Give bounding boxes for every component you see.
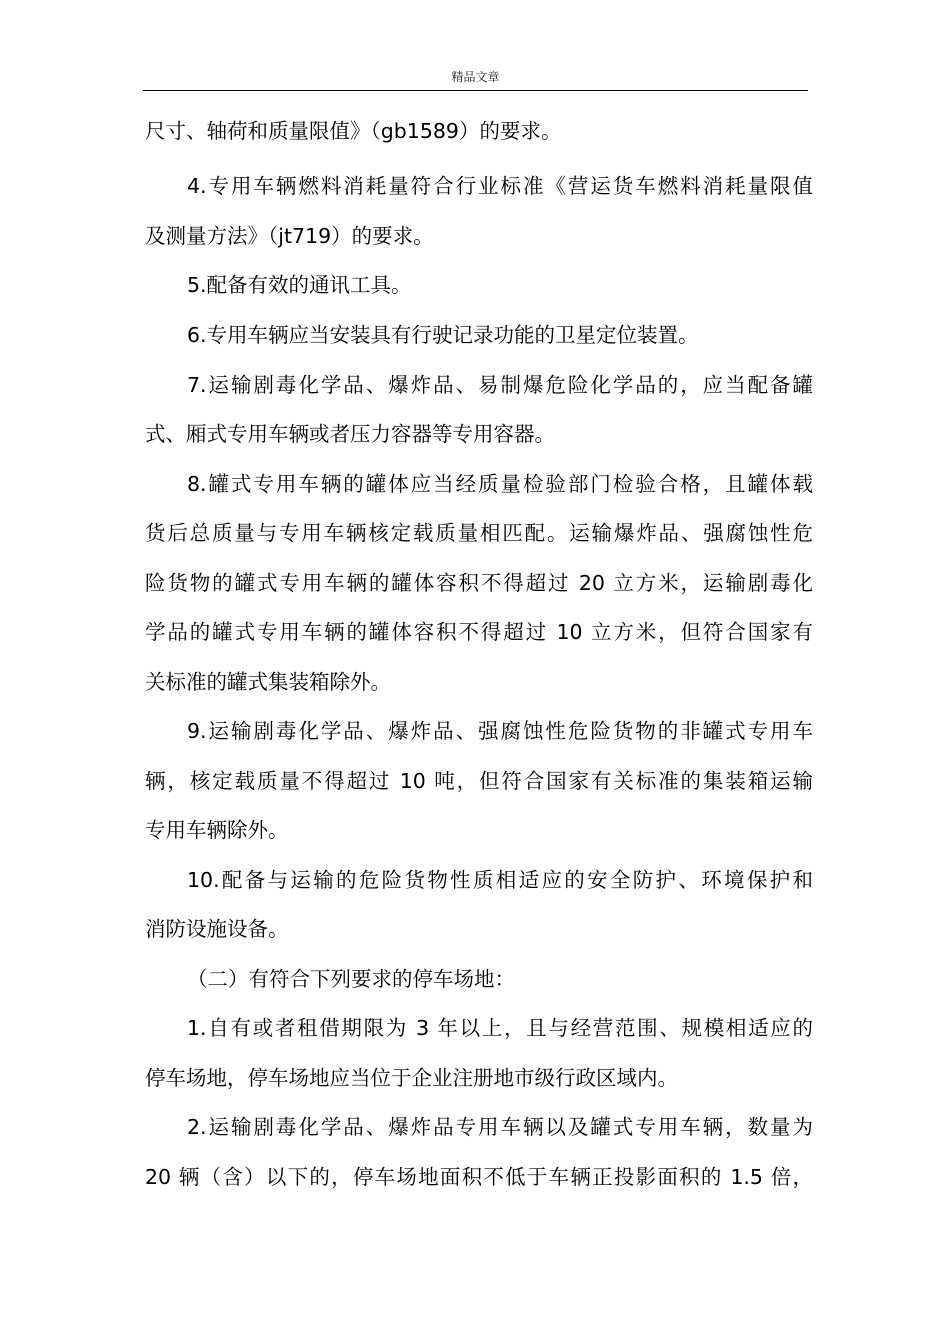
text-line: 20 辆（含）以下的，停车场地面积不低于车辆正投影面积的 1.5 倍， [145, 1165, 813, 1189]
text-line: 关标准的罐式集装箱除外。 [145, 670, 391, 694]
text-line: 及测量方法》（jt719）的要求。 [145, 224, 434, 248]
text-line: 辆，核定载质量不得超过 10 吨，但符合国家有关标准的集装箱运输 [145, 769, 813, 793]
text-line: 5.配备有效的通讯工具。 [187, 273, 412, 297]
text-line: 10.配备与运输的危险货物性质相适应的安全防护、环境保护和 [187, 868, 813, 892]
text-line: 学品的罐式专用车辆的罐体容积不得超过 10 立方米，但符合国家有 [145, 620, 813, 644]
text-line: 4.专用车辆燃料消耗量符合行业标准《营运货车燃料消耗量限值 [187, 174, 813, 198]
text-line: 专用车辆除外。 [145, 818, 289, 842]
text-line: 6.专用车辆应当安装具有行驶记录功能的卫星定位装置。 [187, 323, 699, 347]
text-line: 险货物的罐式专用车辆的罐体容积不得超过 20 立方米，运输剧毒化 [145, 571, 813, 595]
text-line: 尺寸、轴荷和质量限值》（gb1589）的要求。 [145, 119, 562, 143]
text-line: 1.自有或者租借期限为 3 年以上，且与经营范围、规模相适应的 [187, 1016, 813, 1040]
section-heading: （二）有符合下列要求的停车场地： [187, 967, 515, 991]
text-line: 7.运输剧毒化学品、爆炸品、易制爆危险化学品的，应当配备罐 [187, 373, 813, 397]
text-line: 8.罐式专用车辆的罐体应当经质量检验部门检验合格，且罐体载 [187, 472, 813, 496]
text-line: 货后总质量与专用车辆核定载质量相匹配。运输爆炸品、强腐蚀性危 [145, 521, 813, 545]
text-line: 2.运输剧毒化学品、爆炸品专用车辆以及罐式专用车辆，数量为 [187, 1115, 813, 1139]
text-line: 停车场地，停车场地应当位于企业注册地市级行政区域内。 [145, 1066, 678, 1090]
text-line: 消防设施设备。 [145, 917, 289, 941]
text-line: 9.运输剧毒化学品、爆炸品、强腐蚀性危险货物的非罐式专用车 [187, 719, 813, 743]
page-header [143, 66, 808, 91]
text-line: 式、厢式专用车辆或者压力容器等专用容器。 [145, 422, 555, 446]
header-title: 精品文章 [451, 70, 500, 84]
